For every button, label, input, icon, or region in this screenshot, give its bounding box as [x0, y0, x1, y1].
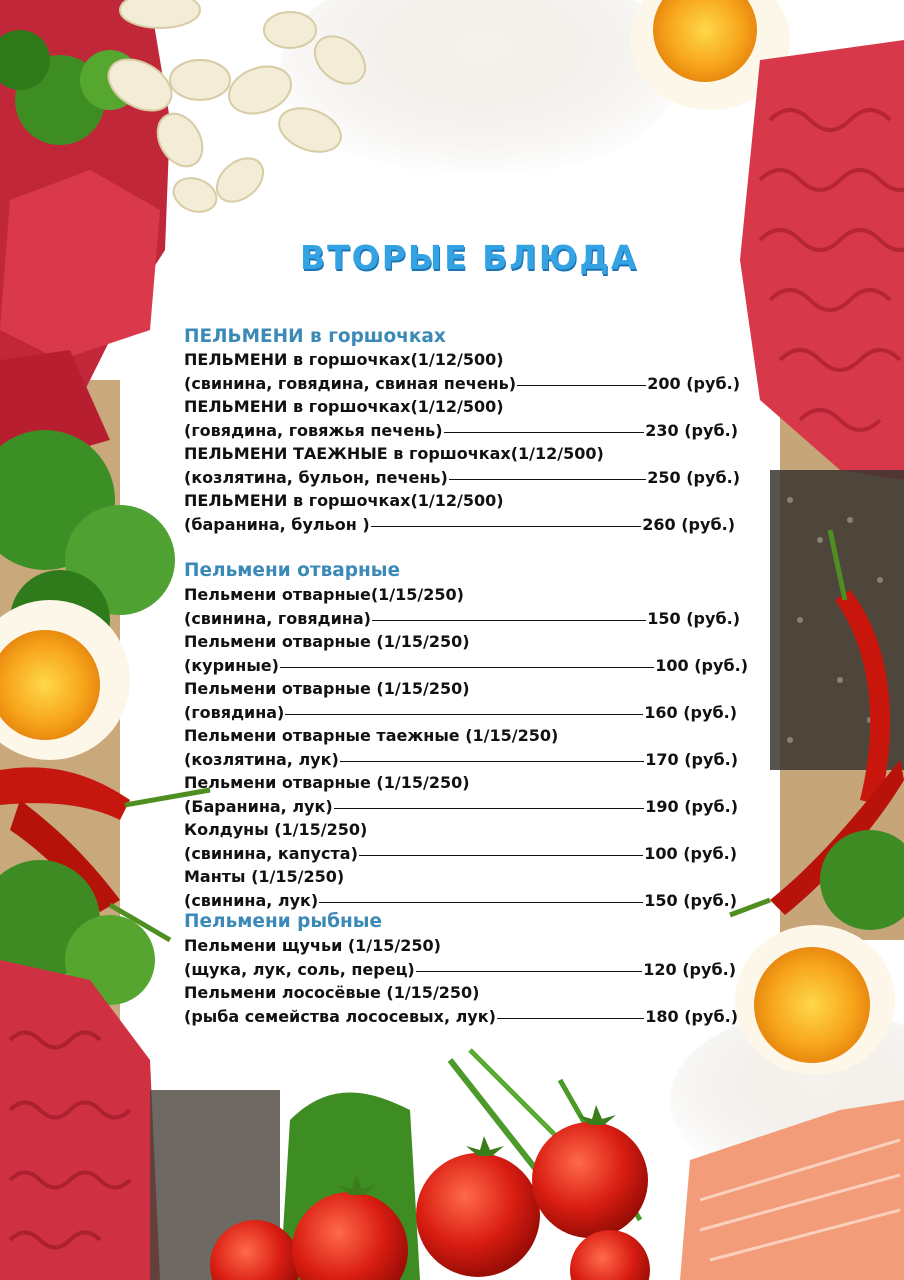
menu-item-name: Пельмени лососёвые (1/15/250) — [184, 983, 480, 1002]
leader-line — [319, 902, 643, 903]
menu-item-description: (свинина, говядина, свиная печень) — [184, 373, 517, 393]
menu-item-name: Пельмени отварные (1/15/250) — [184, 773, 470, 792]
menu-item-name: Пельмени отварные (1/15/250) — [184, 632, 470, 651]
section-heading: Пельмени рыбные — [184, 911, 383, 932]
menu-item-row — [184, 656, 748, 678]
currency-label: (руб.) — [677, 890, 737, 910]
menu-item-price: 150 — [647, 608, 681, 628]
leader-line — [444, 432, 645, 433]
currency-label: (руб.) — [675, 514, 735, 534]
leader-line — [372, 620, 646, 621]
leader-line — [280, 667, 654, 668]
currency-label: (руб.) — [688, 655, 748, 675]
menu-item-price: 190 — [645, 796, 679, 816]
menu-item-row — [184, 750, 738, 772]
menu-item-name: Пельмени щучьи (1/15/250) — [184, 936, 441, 955]
menu-item-row — [184, 374, 740, 396]
menu-item-description: (баранина, бульон ) — [184, 514, 370, 534]
menu-item-price: 200 — [647, 373, 681, 393]
menu-item-name: ПЕЛЬМЕНИ в горшочках(1/12/500) — [184, 350, 504, 369]
menu-item-description: (говядина, говяжья печень) — [184, 420, 443, 440]
menu-item-price: 260 — [642, 514, 676, 534]
currency-label: (руб.) — [680, 467, 740, 487]
menu-item-row — [184, 703, 737, 725]
leader-line — [497, 1018, 644, 1019]
currency-label: (руб.) — [678, 796, 738, 816]
currency-label: (руб.) — [678, 749, 738, 769]
currency-label: (руб.) — [678, 1006, 738, 1026]
section-heading: Пельмени отварные — [184, 560, 401, 581]
menu-item-row — [184, 468, 740, 490]
menu-item-price: 150 — [644, 890, 678, 910]
menu-item-name: ПЕЛЬМЕНИ ТАЕЖНЫЕ в горшочках(1/12/500) — [184, 444, 604, 463]
menu-item-row — [184, 421, 738, 443]
menu-item-name: Колдуны (1/15/250) — [184, 820, 368, 839]
menu-item-description: (говядина) — [184, 702, 285, 722]
menu-item-price: 100 — [644, 843, 678, 863]
currency-label: (руб.) — [678, 420, 738, 440]
menu-item-row — [184, 609, 740, 631]
menu-item-description: (свинина, говядина) — [184, 608, 371, 628]
leader-line — [334, 808, 645, 809]
menu-item-price: 180 — [645, 1006, 679, 1026]
menu-item-name: Пельмени отварные(1/15/250) — [184, 585, 464, 604]
menu-item-row — [184, 515, 735, 537]
currency-label: (руб.) — [677, 702, 737, 722]
menu-item-name: ПЕЛЬМЕНИ в горшочках(1/12/500) — [184, 491, 504, 510]
menu-item-description: (козлятина, лук) — [184, 749, 339, 769]
menu-item-price: 250 — [647, 467, 681, 487]
menu-item-description: (куриные) — [184, 655, 279, 675]
menu-item-price: 230 — [645, 420, 679, 440]
leader-line — [449, 479, 646, 480]
menu-item-row — [184, 960, 736, 982]
menu-item-description: (Баранина, лук) — [184, 796, 333, 816]
currency-label: (руб.) — [680, 608, 740, 628]
leader-line — [371, 526, 642, 527]
menu-item-row — [184, 1007, 738, 1029]
menu-item-name: Пельмени отварные (1/15/250) — [184, 679, 470, 698]
section-heading: ПЕЛЬМЕНИ в горшочках — [184, 326, 446, 347]
menu-item-price: 160 — [644, 702, 678, 722]
menu-item-row — [184, 844, 737, 866]
menu-item-price: 100 — [655, 655, 689, 675]
leader-line — [359, 855, 643, 856]
menu-item-description: (щука, лук, соль, перец) — [184, 959, 415, 979]
menu-item-name: Манты (1/15/250) — [184, 867, 345, 886]
leader-line — [340, 761, 645, 762]
menu-item-description: (свинина, капуста) — [184, 843, 358, 863]
menu-item-name: Пельмени отварные таежные (1/15/250) — [184, 726, 559, 745]
menu-item-row — [184, 891, 737, 913]
leader-line — [285, 714, 643, 715]
leader-line — [416, 971, 643, 972]
menu-item-name: ПЕЛЬМЕНИ в горшочках(1/12/500) — [184, 397, 504, 416]
menu-item-description: (свинина, лук) — [184, 890, 319, 910]
menu-item-description: (рыба семейства лососевых, лук) — [184, 1006, 496, 1026]
leader-line — [517, 385, 646, 386]
menu-item-price: 170 — [645, 749, 679, 769]
page-title: ВТОРЫЕ БЛЮДА — [300, 238, 639, 277]
menu-item-row — [184, 797, 738, 819]
menu-item-description: (козлятина, бульон, печень) — [184, 467, 448, 487]
currency-label: (руб.) — [676, 959, 736, 979]
currency-label: (руб.) — [680, 373, 740, 393]
menu-item-price: 120 — [643, 959, 677, 979]
currency-label: (руб.) — [677, 843, 737, 863]
